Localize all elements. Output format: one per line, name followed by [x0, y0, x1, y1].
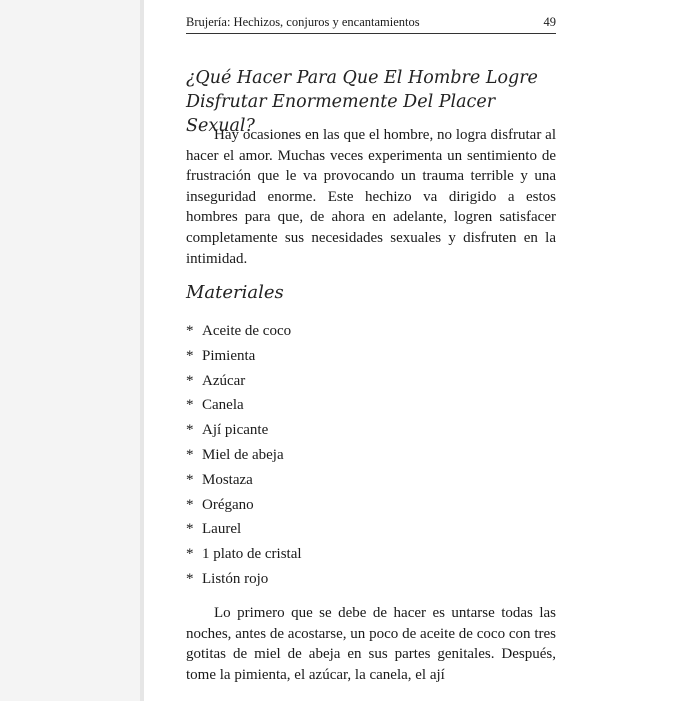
- materials-list-item: [186, 567, 302, 592]
- materials-list-item: [186, 542, 302, 567]
- page-number: 49: [543, 15, 556, 29]
- materials-item-label: Orégano: [202, 496, 254, 513]
- binding-gutter: [0, 0, 140, 701]
- bullet-asterisk: *: [186, 397, 194, 414]
- materials-list-item: [186, 319, 302, 344]
- materials-list: [186, 319, 302, 592]
- bullet-asterisk: *: [186, 521, 194, 538]
- bullet-asterisk: *: [186, 372, 194, 389]
- bullet-asterisk: *: [186, 471, 194, 488]
- running-header-title: Brujería: Hechizos, conjuros y encantamientos: [186, 15, 420, 29]
- bullet-asterisk: *: [186, 546, 194, 563]
- book-page: [186, 0, 556, 701]
- materials-heading: Materiales: [186, 282, 284, 303]
- materials-list-item: [186, 517, 302, 542]
- binding-gutter-edge: [140, 0, 144, 701]
- materials-list-item: [186, 344, 302, 369]
- bullet-asterisk: *: [186, 496, 194, 513]
- materials-list-item: [186, 468, 302, 493]
- bullet-asterisk: *: [186, 446, 194, 463]
- materials-item-label: Canela: [202, 397, 244, 414]
- intro-paragraph-text: Hay ocasiones en las que el hombre, no logra disfrutar al hacer el amor. Muchas veces experimenta un sentimiento de frustración que le va provocando un trauma terrible y una inseguridad enorme. Este hechizo va dirigido a estos hombres para que, de ahora en adelante, logren satisfacer completamente sus necesidades sexuales y disfruten en la intimidad.: [186, 127, 556, 267]
- materials-item-label: 1 plato de cristal: [202, 546, 302, 563]
- bullet-asterisk: *: [186, 422, 194, 439]
- materials-item-label: Mostaza: [202, 471, 253, 488]
- intro-paragraph: [186, 125, 556, 269]
- bullet-asterisk: *: [186, 570, 194, 587]
- materials-list-item: [186, 443, 302, 468]
- instructions-paragraph: [186, 603, 556, 685]
- materials-item-label: Pimienta: [202, 347, 256, 364]
- materials-item-label: Azúcar: [202, 372, 246, 389]
- bullet-asterisk: *: [186, 347, 194, 364]
- materials-item-label: Laurel: [202, 521, 242, 538]
- materials-item-label: Listón rojo: [202, 570, 269, 587]
- bullet-asterisk: *: [186, 323, 194, 339]
- materials-list-item: [186, 393, 302, 418]
- materials-item-label: Aceite de coco: [202, 323, 292, 339]
- materials-item-label: Ají picante: [202, 422, 269, 439]
- section-heading: ¿Qué Hacer Para Que El Hombre Logre Disfrutar Enormemente Del Placer Sexual?: [186, 68, 538, 136]
- instructions-paragraph-text: Lo primero que se debe de hacer es untarse todas las noches, antes de acostarse, un poco de aceite de coco con tres gotitas de miel de abeja en sus partes genitales. Después, tome la pimienta, el azúcar, la canela, el ají: [186, 605, 556, 683]
- running-header: [186, 13, 556, 34]
- materials-list-item: [186, 369, 302, 394]
- materials-item-label: Miel de abeja: [202, 446, 284, 463]
- materials-list-item: [186, 418, 302, 443]
- materials-list-item: [186, 493, 302, 518]
